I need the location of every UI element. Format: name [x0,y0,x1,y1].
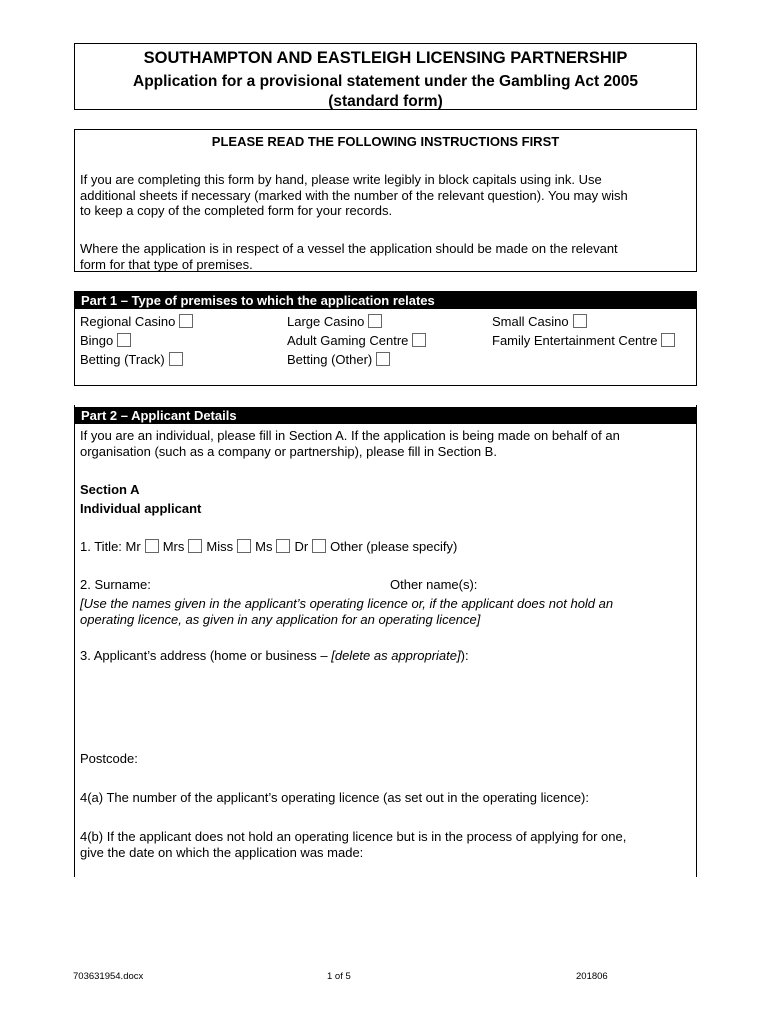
option-regional-casino [80,314,193,329]
bingo-checkbox[interactable] [117,333,131,347]
title-row [80,539,457,554]
names-note-line2: operating licence, as given in any application for an operating licence] [80,611,481,627]
adult-gaming-checkbox[interactable] [412,333,426,347]
option-betting-track [80,352,183,367]
address-label-text: 3. Applicant’s address (home or business – [80,648,332,663]
address-label [80,648,469,663]
betting-track-checkbox[interactable] [169,352,183,366]
title-mr-label: Mr [125,539,141,554]
instructions-p1-line2: additional sheets if necessary (marked with the number of the relevant question). You may wish [80,187,628,203]
question-4b [80,829,690,860]
instructions-p2-line2: form for that type of premises. [80,256,253,272]
betting-other-label: Betting (Other) [287,352,373,367]
postcode-label: Postcode: [80,751,138,766]
title-ms-label: Ms [255,539,273,554]
option-small-casino [492,314,587,329]
footer-page-number: 1 of 5 [327,971,351,982]
part2-left-border [74,405,75,877]
question-4b-line2: give the date on which the application was made: [80,844,364,860]
footer-filename: 703631954.docx [73,971,144,982]
instructions-p2-line1: Where the application is in respect of a vessel the application should be made on the relevant [80,241,618,256]
names-note [80,596,690,627]
family-entertainment-checkbox[interactable] [661,333,675,347]
small-casino-checkbox[interactable] [573,314,587,328]
betting-other-checkbox[interactable] [376,352,390,366]
question-4b-line1: 4(b) If the applicant does not hold an operating licence but is in the process of applying for one, [80,829,627,844]
option-betting-other [287,352,390,367]
other-names-label: Other name(s): [390,577,478,592]
regional-casino-label: Regional Casino [80,314,176,329]
title-miss-checkbox[interactable] [237,539,251,553]
option-family-entertainment [492,333,675,348]
surname-label: 2. Surname: [80,577,151,592]
instructions-heading: PLEASE READ THE FOLLOWING INSTRUCTIONS FIRST [211,134,560,149]
instructions-paragraph-1 [80,172,690,219]
title-dr-label: Dr [294,539,309,554]
part2-right-border [696,405,697,877]
section-a-heading: Section A [80,482,140,497]
betting-track-label: Betting (Track) [80,352,165,367]
title-mr-checkbox[interactable] [145,539,159,553]
address-label-end: ): [460,648,469,663]
part2-intro-line1: If you are an individual, please fill in Section A. If the application is being made on behalf of an [80,428,620,443]
footer-code: 201806 [576,971,608,982]
title-miss-label: Miss [206,539,234,554]
header-box [74,43,697,110]
title-mrs-label: Mrs [162,539,185,554]
instructions-p1-line1: If you are completing this form by hand, please write legibly in block capitals using ink. Use [80,172,602,187]
form-title-line1: Application for a provisional statement under the Gambling Act 2005 [133,73,638,90]
part2-intro [80,428,690,459]
instructions-paragraph-2 [80,241,690,272]
org-title: SOUTHAMPTON AND EASTLEIGH LICENSING PARTNERSHIP [143,49,628,67]
form-title-line2: (standard form) [328,93,443,110]
title-ms-checkbox[interactable] [276,539,290,553]
large-casino-checkbox[interactable] [368,314,382,328]
family-entertainment-label: Family Entertainment Centre [492,333,658,348]
option-bingo [80,333,131,348]
adult-gaming-label: Adult Gaming Centre [287,333,409,348]
title-mrs-checkbox[interactable] [188,539,202,553]
address-note: [delete as appropriate] [331,648,461,663]
large-casino-label: Large Casino [287,314,365,329]
instructions-p1-line3: to keep a copy of the completed form for your records. [80,203,393,218]
option-adult-gaming [287,333,426,348]
title-other-label: Other (please specify) [330,539,458,554]
part1-heading: Part 1 – Type of premises to which the application relates [74,292,697,309]
option-large-casino [287,314,382,329]
regional-casino-checkbox[interactable] [179,314,193,328]
small-casino-label: Small Casino [492,314,569,329]
part2-heading: Part 2 – Applicant Details [74,407,697,424]
title-label: 1. Title: [80,539,122,554]
bingo-label: Bingo [80,333,114,348]
title-dr-checkbox[interactable] [312,539,326,553]
names-note-line1: [Use the names given in the applicant’s operating licence or, if the applicant does not hold an [80,596,614,611]
question-4a: 4(a) The number of the applicant’s operating licence (as set out in the operating licence): [80,790,589,805]
part2-intro-line2: organisation (such as a company or partnership), please fill in Section B. [80,443,497,459]
individual-applicant-heading: Individual applicant [80,501,202,516]
